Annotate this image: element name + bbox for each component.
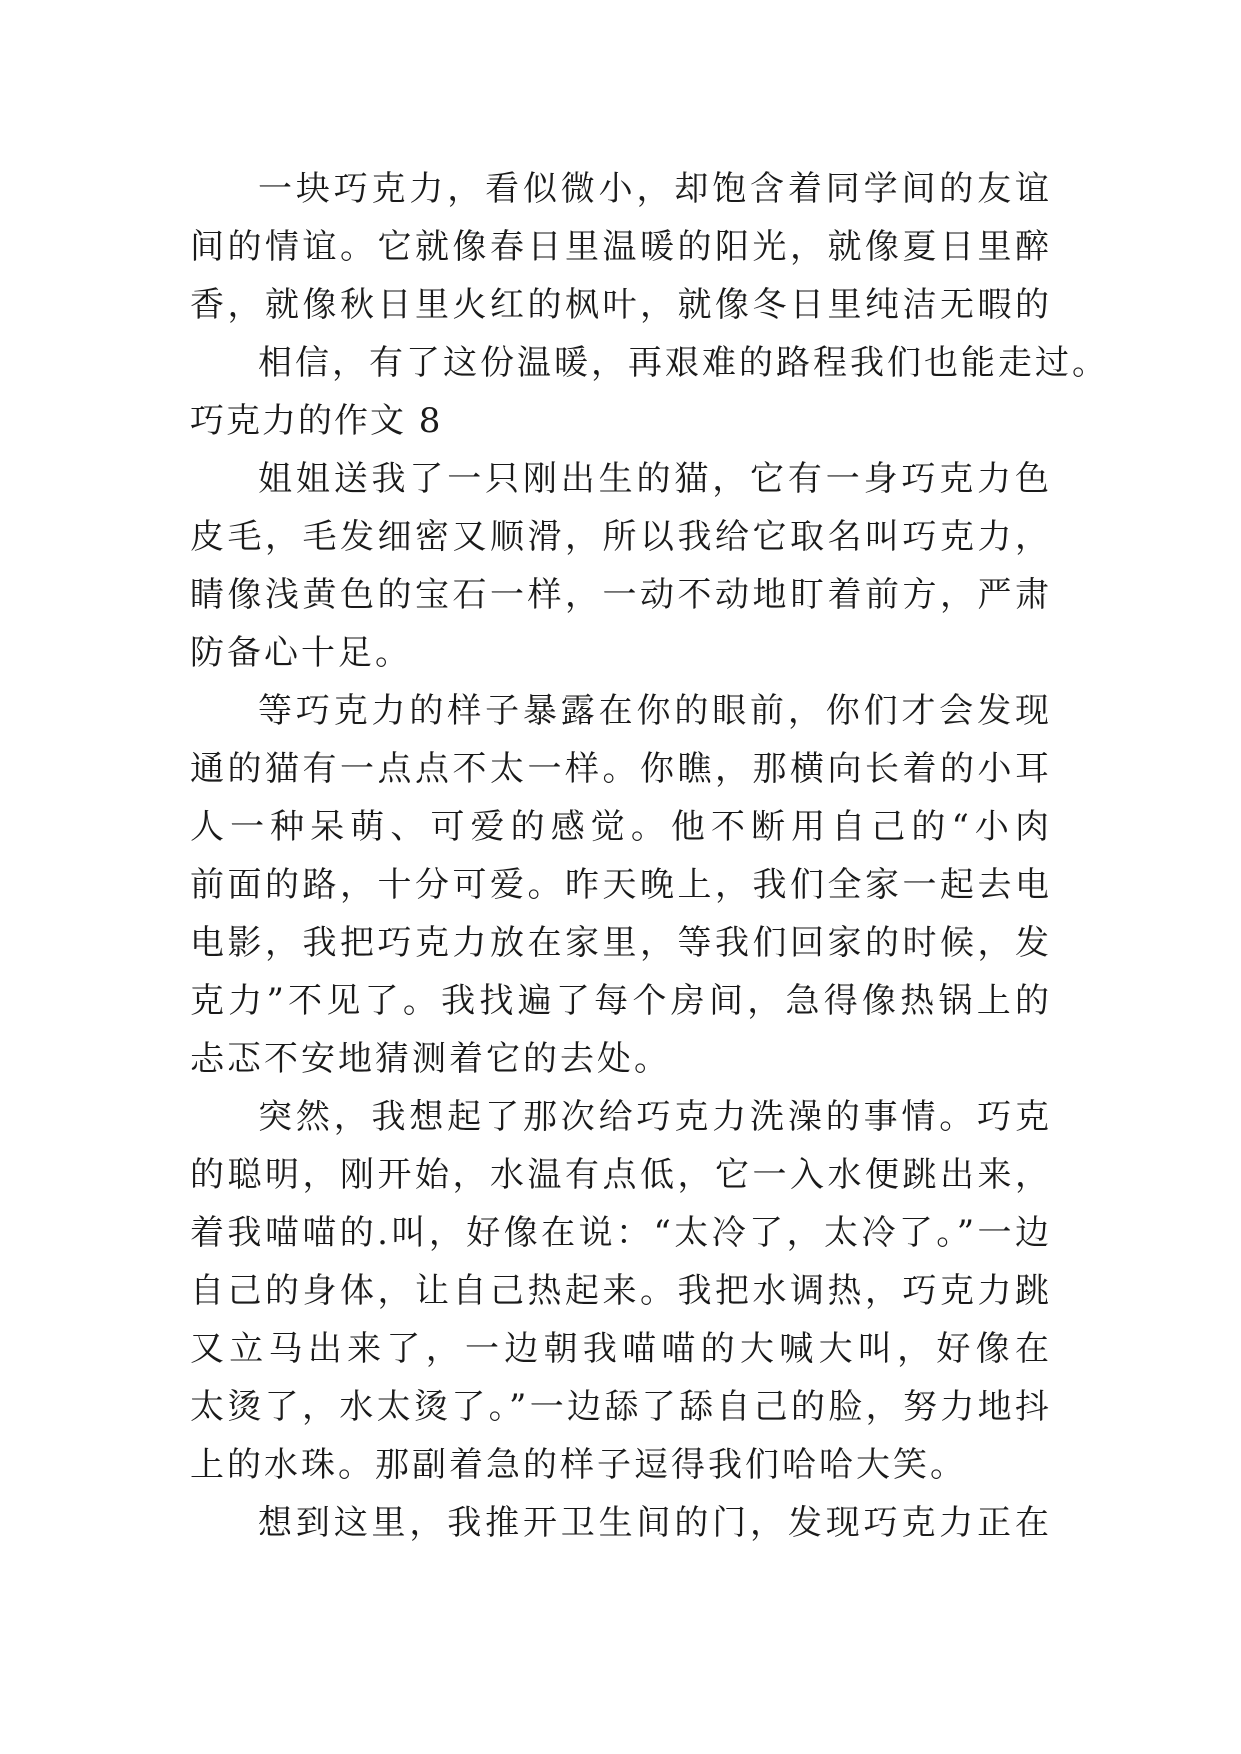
text-line: 克力”不见了。我找遍了每个房间，急得像热锅上的 (190, 981, 1052, 1021)
text-line: 相信，有了这份温暖，再艰难的路程我们也能走过。 (258, 343, 1109, 383)
text-line: 又立马出来了，一边朝我喵喵的大喊大叫，好像在 (190, 1329, 1052, 1369)
text-line: 想到这里，我推开卫生间的门，发现巧克力正在 (258, 1503, 1052, 1543)
text-line: 间的情谊。它就像春日里温暖的阳光，就像夏日里醉 (190, 227, 1052, 267)
text-line: 的聪明，刚开始，水温有点低，它一入水便跳出来， (190, 1155, 1052, 1195)
text-line: 着我喵喵的.叫，好像在说：“太冷了，太冷了。”一边 (190, 1213, 1052, 1253)
text-line: 人一种呆萌、可爱的感觉。他不断用自己的“小肉 (190, 807, 1052, 847)
text-line: 电影，我把巧克力放在家里，等我们回家的时候，发 (190, 923, 1052, 963)
text-line: 一块巧克力，看似微小，却饱含着同学间的友谊 (258, 169, 1052, 209)
text-line: 睛像浅黄色的宝石一样，一动不动地盯着前方，严肃 (190, 575, 1052, 615)
section-heading: 巧克力的作文 8 (190, 401, 443, 441)
text-line: 防备心十足。 (190, 633, 412, 673)
text-line: 前面的路，十分可爱。昨天晚上，我们全家一起去电 (190, 865, 1052, 905)
text-line: 姐姐送我了一只刚出生的猫，它有一身巧克力色 (258, 459, 1052, 499)
text-line: 自己的身体，让自己热起来。我把水调热，巧克力跳 (190, 1271, 1052, 1311)
text-line: 香，就像秋日里火红的枫叶，就像冬日里纯洁无暇的 (190, 285, 1052, 325)
text-line: 突然，我想起了那次给巧克力洗澡的事情。巧克 (258, 1097, 1052, 1137)
text-line: 等巧克力的样子暴露在你的眼前，你们才会发现 (258, 691, 1052, 731)
text-line: 太烫了，水太烫了。”一边舔了舔自己的脸，努力地抖 (190, 1387, 1052, 1427)
text-line: 上的水珠。那副着急的样子逗得我们哈哈大笑。 (190, 1445, 967, 1485)
text-line: 通的猫有一点点不太一样。你瞧，那横向长着的小耳 (190, 749, 1052, 789)
text-line: 皮毛，毛发细密又顺滑，所以我给它取名叫巧克力， (190, 517, 1052, 557)
text-line: 忐忑不安地猜测着它的去处。 (190, 1039, 671, 1079)
document-body (190, 160, 1109, 1552)
